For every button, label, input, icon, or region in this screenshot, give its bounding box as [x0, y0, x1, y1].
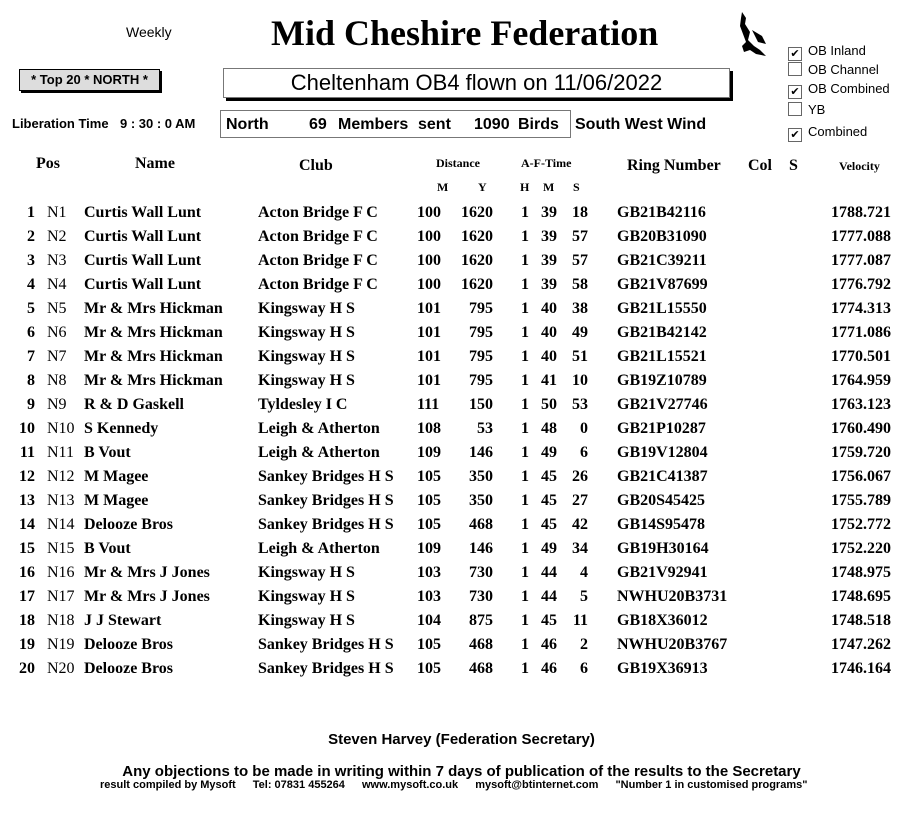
time-seconds: 27 — [572, 492, 588, 509]
col-hours: H — [520, 180, 530, 194]
time-seconds: 26 — [572, 468, 588, 485]
ring-number: NWHU20B3731 — [617, 588, 728, 605]
distance-miles: 105 — [417, 660, 441, 677]
time-minutes: 45 — [541, 468, 557, 485]
north-position: N19 — [47, 636, 75, 653]
north-position: N13 — [47, 492, 75, 509]
option-ob-combined[interactable] — [788, 81, 890, 99]
ring-number: NWHU20B3767 — [617, 636, 728, 653]
north-position: N1 — [47, 204, 67, 221]
distance-miles: 104 — [417, 612, 441, 629]
time-seconds: 18 — [572, 204, 588, 221]
velocity: 1763.123 — [831, 396, 891, 413]
time-hours: 1 — [521, 276, 529, 293]
club-name: Acton Bridge F C — [258, 276, 378, 293]
table-row — [0, 465, 923, 489]
option-ob-inland[interactable] — [788, 43, 866, 61]
position: 11 — [19, 444, 35, 461]
time-hours: 1 — [521, 204, 529, 221]
member-name: Mr & Mrs Hickman — [84, 372, 223, 389]
members-count: 69 — [309, 116, 327, 133]
distance-yards: 1620 — [461, 228, 493, 245]
time-hours: 1 — [521, 348, 529, 365]
time-hours: 1 — [521, 468, 529, 485]
time-hours: 1 — [521, 252, 529, 269]
table-row — [0, 369, 923, 393]
time-seconds: 4 — [580, 564, 588, 581]
table-row — [0, 201, 923, 225]
time-minutes: 41 — [541, 372, 557, 389]
club-name: Sankey Bridges H S — [258, 660, 394, 677]
member-name: Mr & Mrs Hickman — [84, 324, 223, 341]
time-hours: 1 — [521, 396, 529, 413]
distance-miles: 105 — [417, 492, 441, 509]
compiled-by — [100, 779, 821, 791]
table-row — [0, 393, 923, 417]
table-row — [0, 249, 923, 273]
option-label: YB — [808, 102, 826, 117]
wind-direction: South West Wind — [575, 116, 707, 133]
ring-number: GB20B31090 — [617, 228, 707, 245]
position: 5 — [27, 300, 35, 317]
velocity: 1764.959 — [831, 372, 891, 389]
velocity: 1760.490 — [831, 420, 891, 437]
club-name: Acton Bridge F C — [258, 252, 378, 269]
distance-miles: 105 — [417, 516, 441, 533]
velocity: 1771.086 — [831, 324, 891, 341]
table-row — [0, 513, 923, 537]
north-position: N14 — [47, 516, 75, 533]
time-hours: 1 — [521, 636, 529, 653]
member-name: R & D Gaskell — [84, 396, 184, 413]
club-name: Kingsway H S — [258, 324, 355, 341]
velocity: 1748.975 — [831, 564, 891, 581]
club-name: Sankey Bridges H S — [258, 492, 394, 509]
north-position: N20 — [47, 660, 75, 677]
option-combined[interactable] — [788, 124, 867, 142]
ring-number: GB21V87699 — [617, 276, 708, 293]
distance-yards: 795 — [469, 348, 493, 365]
club-name: Kingsway H S — [258, 372, 355, 389]
north-position: N15 — [47, 540, 75, 557]
distance-miles: 111 — [417, 396, 440, 413]
position: 13 — [19, 492, 35, 509]
distance-yards: 730 — [469, 564, 493, 581]
distance-yards: 468 — [469, 516, 493, 533]
north-position: N12 — [47, 468, 75, 485]
velocity: 1752.772 — [831, 516, 891, 533]
section-label: North — [226, 116, 269, 133]
distance-yards: 146 — [469, 444, 493, 461]
col-af-time: A-F-Time — [521, 156, 572, 170]
position: 1 — [27, 204, 35, 221]
time-seconds: 42 — [572, 516, 588, 533]
checkbox-icon[interactable] — [788, 62, 802, 76]
page-title: Mid Cheshire Federation — [271, 13, 659, 53]
time-hours: 1 — [521, 564, 529, 581]
member-name: Delooze Bros — [84, 660, 174, 677]
time-minutes: 46 — [541, 636, 557, 653]
velocity: 1759.720 — [831, 444, 891, 461]
velocity: 1777.088 — [831, 228, 891, 245]
velocity: 1747.262 — [831, 636, 891, 653]
time-hours: 1 — [521, 612, 529, 629]
ring-number: GB21C39211 — [617, 252, 707, 269]
velocity: 1788.721 — [831, 204, 891, 221]
table-row — [0, 297, 923, 321]
member-name: J J Stewart — [84, 612, 162, 629]
birds-count: 1090 — [474, 116, 510, 133]
ring-number: GB21C41387 — [617, 468, 708, 485]
club-name: Leigh & Atherton — [258, 540, 380, 557]
ring-number: GB19X36913 — [617, 660, 708, 677]
distance-yards: 1620 — [461, 252, 493, 269]
club-name: Sankey Bridges H S — [258, 636, 394, 653]
member-name: Mr & Mrs J Jones — [84, 588, 210, 605]
member-name: B Vout — [84, 540, 131, 557]
table-row — [0, 609, 923, 633]
time-minutes: 50 — [541, 396, 557, 413]
table-row — [0, 441, 923, 465]
club-name: Kingsway H S — [258, 300, 355, 317]
col-name: Name — [135, 155, 175, 172]
distance-yards: 795 — [469, 300, 493, 317]
option-ob-channel[interactable] — [788, 62, 879, 77]
ring-number: GB19Z10789 — [617, 372, 707, 389]
distance-miles: 103 — [417, 564, 441, 581]
slogan: "Number 1 in customised programs" — [615, 779, 808, 791]
member-name: Curtis Wall Lunt — [84, 204, 202, 221]
time-seconds: 5 — [580, 588, 588, 605]
distance-miles: 108 — [417, 420, 441, 437]
time-minutes: 45 — [541, 516, 557, 533]
time-hours: 1 — [521, 420, 529, 437]
velocity: 1770.501 — [831, 348, 891, 365]
liberation-time: 9 : 30 : 0 AM — [120, 116, 196, 131]
club-name: Acton Bridge F C — [258, 204, 378, 221]
position: 19 — [19, 636, 35, 653]
objections-notice: Any objections to be made in writing within 7 days of publication of the results to the Secretary — [122, 763, 801, 780]
time-minutes: 44 — [541, 564, 557, 581]
club-name: Kingsway H S — [258, 588, 355, 605]
time-hours: 1 — [521, 324, 529, 341]
distance-yards: 468 — [469, 636, 493, 653]
position: 17 — [19, 588, 35, 605]
position: 8 — [27, 372, 35, 389]
col-distance: Distance — [436, 156, 480, 170]
distance-miles: 100 — [417, 204, 441, 221]
time-minutes: 46 — [541, 660, 557, 677]
distance-miles: 101 — [417, 324, 441, 341]
north-position: N8 — [47, 372, 67, 389]
position: 6 — [27, 324, 35, 341]
velocity: 1748.695 — [831, 588, 891, 605]
distance-yards: 1620 — [461, 204, 493, 221]
velocity: 1756.067 — [831, 468, 891, 485]
ring-number: GB19V12804 — [617, 444, 708, 461]
velocity: 1777.087 — [831, 252, 891, 269]
distance-miles: 109 — [417, 540, 441, 557]
col-s: S — [789, 157, 798, 174]
time-hours: 1 — [521, 372, 529, 389]
col-seconds: S — [573, 180, 580, 194]
time-seconds: 34 — [572, 540, 588, 557]
distance-yards: 875 — [469, 612, 493, 629]
velocity: 1748.518 — [831, 612, 891, 629]
member-name: M Magee — [84, 492, 149, 509]
members-label: Members — [338, 116, 409, 133]
club-name: Sankey Bridges H S — [258, 516, 394, 533]
position: 9 — [27, 396, 35, 413]
ring-number: GB18X36012 — [617, 612, 708, 629]
table-row — [0, 273, 923, 297]
table-row — [0, 585, 923, 609]
time-minutes: 49 — [541, 540, 557, 557]
distance-miles: 105 — [417, 636, 441, 653]
distance-yards: 146 — [469, 540, 493, 557]
time-hours: 1 — [521, 516, 529, 533]
time-seconds: 0 — [580, 420, 588, 437]
distance-miles: 103 — [417, 588, 441, 605]
birds-label: Birds — [518, 116, 559, 133]
member-name: S Kennedy — [84, 420, 159, 437]
checkbox-icon[interactable]: ✔ — [788, 85, 802, 99]
club-name: Sankey Bridges H S — [258, 468, 394, 485]
time-hours: 1 — [521, 588, 529, 605]
time-minutes: 48 — [541, 420, 557, 437]
member-name: Curtis Wall Lunt — [84, 252, 202, 269]
time-minutes: 39 — [541, 252, 557, 269]
col-minutes: M — [543, 180, 555, 194]
club-name: Kingsway H S — [258, 612, 355, 629]
north-position: N6 — [47, 324, 67, 341]
velocity: 1755.789 — [831, 492, 891, 509]
time-minutes: 45 — [541, 492, 557, 509]
member-name: M Magee — [84, 468, 149, 485]
distance-miles: 109 — [417, 444, 441, 461]
option-label: OB Inland — [808, 43, 866, 58]
club-name: Kingsway H S — [258, 348, 355, 365]
distance-yards: 795 — [469, 324, 493, 341]
ring-number: GB21V92941 — [617, 564, 708, 581]
time-minutes: 45 — [541, 612, 557, 629]
option-label: OB Channel — [808, 62, 879, 77]
north-position: N7 — [47, 348, 67, 365]
table-row — [0, 345, 923, 369]
club-name: Leigh & Atherton — [258, 420, 380, 437]
position: 20 — [19, 660, 35, 677]
time-seconds: 2 — [580, 636, 588, 653]
member-name: Delooze Bros — [84, 516, 174, 533]
top-20-badge: * Top 20 * NORTH * — [19, 69, 160, 91]
north-position: N4 — [47, 276, 67, 293]
velocity: 1746.164 — [831, 660, 891, 677]
position: 2 — [27, 228, 35, 245]
position: 3 — [27, 252, 35, 269]
distance-yards: 1620 — [461, 276, 493, 293]
ring-number: GB21B42116 — [617, 204, 706, 221]
club-name: Kingsway H S — [258, 564, 355, 581]
time-seconds: 57 — [572, 252, 588, 269]
north-position: N3 — [47, 252, 67, 269]
distance-miles: 101 — [417, 372, 441, 389]
club-name: Leigh & Atherton — [258, 444, 380, 461]
member-name: Curtis Wall Lunt — [84, 228, 202, 245]
col-yards: Y — [478, 180, 487, 194]
time-minutes: 39 — [541, 228, 557, 245]
col-miles: M — [437, 180, 449, 194]
position: 18 — [19, 612, 35, 629]
ring-number: GB14S95478 — [617, 516, 706, 533]
ring-number: GB21L15521 — [617, 348, 707, 365]
time-minutes: 44 — [541, 588, 557, 605]
distance-yards: 53 — [477, 420, 493, 437]
time-seconds: 57 — [572, 228, 588, 245]
distance-yards: 350 — [469, 492, 493, 509]
member-name: B Vout — [84, 444, 131, 461]
north-position: N18 — [47, 612, 75, 629]
option-yb[interactable] — [788, 102, 825, 117]
liberation-label: Liberation Time — [12, 116, 109, 131]
time-minutes: 49 — [541, 444, 557, 461]
sent-label: sent — [418, 116, 451, 133]
time-seconds: 49 — [572, 324, 588, 341]
table-row — [0, 225, 923, 249]
time-seconds: 38 — [572, 300, 588, 317]
time-minutes: 40 — [541, 300, 557, 317]
col-velocity: Velocity — [839, 159, 880, 173]
col-colour: Col — [748, 157, 772, 174]
member-name: Mr & Mrs Hickman — [84, 348, 223, 365]
time-seconds: 58 — [572, 276, 588, 293]
time-hours: 1 — [521, 540, 529, 557]
time-minutes: 39 — [541, 276, 557, 293]
distance-yards: 350 — [469, 468, 493, 485]
position: 12 — [19, 468, 35, 485]
north-position: N2 — [47, 228, 67, 245]
velocity: 1752.220 — [831, 540, 891, 557]
email: mysoft@btinternet.com — [475, 779, 599, 791]
col-club: Club — [299, 157, 333, 174]
ring-number: GB21V27746 — [617, 396, 708, 413]
members-summary — [220, 110, 571, 138]
checkbox-icon[interactable]: ✔ — [788, 128, 802, 142]
checkbox-icon[interactable]: ✔ — [788, 47, 802, 61]
position: 15 — [19, 540, 35, 557]
time-seconds: 11 — [572, 612, 588, 629]
table-row — [0, 489, 923, 513]
position: 16 — [19, 564, 35, 581]
club-name: Acton Bridge F C — [258, 228, 378, 245]
col-pos: Pos — [36, 155, 60, 172]
member-name: Mr & Mrs Hickman — [84, 300, 223, 317]
north-position: N17 — [47, 588, 75, 605]
distance-yards: 730 — [469, 588, 493, 605]
north-position: N16 — [47, 564, 75, 581]
distance-yards: 795 — [469, 372, 493, 389]
time-minutes: 40 — [541, 348, 557, 365]
results-table — [0, 201, 923, 681]
position: 4 — [27, 276, 35, 293]
time-hours: 1 — [521, 444, 529, 461]
north-position: N10 — [47, 420, 75, 437]
option-label: OB Combined — [808, 81, 890, 96]
ring-number: GB21L15550 — [617, 300, 707, 317]
north-position: N9 — [47, 396, 67, 413]
position: 14 — [19, 516, 35, 533]
table-row — [0, 321, 923, 345]
member-name: Curtis Wall Lunt — [84, 276, 202, 293]
time-minutes: 40 — [541, 324, 557, 341]
north-position: N11 — [47, 444, 74, 461]
ring-number: GB21P10287 — [617, 420, 706, 437]
position: 7 — [27, 348, 35, 365]
time-hours: 1 — [521, 228, 529, 245]
velocity: 1776.792 — [831, 276, 891, 293]
race-title: Cheltenham OB4 flown on 11/06/2022 — [223, 68, 730, 98]
phone: Tel: 07831 455264 — [252, 779, 345, 791]
distance-miles: 100 — [417, 276, 441, 293]
time-hours: 1 — [521, 492, 529, 509]
pigeon-logo-icon — [736, 10, 770, 58]
distance-miles: 100 — [417, 252, 441, 269]
ring-number: GB19H30164 — [617, 540, 709, 557]
table-row — [0, 657, 923, 681]
time-seconds: 6 — [580, 444, 588, 461]
velocity: 1774.313 — [831, 300, 891, 317]
position: 10 — [19, 420, 35, 437]
time-hours: 1 — [521, 300, 529, 317]
member-name: Mr & Mrs J Jones — [84, 564, 210, 581]
distance-miles: 101 — [417, 348, 441, 365]
time-seconds: 53 — [572, 396, 588, 413]
option-label: Combined — [808, 124, 868, 139]
time-seconds: 51 — [572, 348, 588, 365]
distance-miles: 100 — [417, 228, 441, 245]
time-hours: 1 — [521, 660, 529, 677]
table-row — [0, 417, 923, 441]
table-row — [0, 561, 923, 585]
time-seconds: 10 — [572, 372, 588, 389]
distance-yards: 150 — [469, 396, 493, 413]
table-row — [0, 633, 923, 657]
ring-number: GB21B42142 — [617, 324, 707, 341]
time-seconds: 6 — [580, 660, 588, 677]
col-ring-number: Ring Number — [627, 157, 721, 174]
distance-miles: 105 — [417, 468, 441, 485]
website: www.mysoft.co.uk — [361, 779, 459, 791]
frequency-label: Weekly — [126, 24, 172, 40]
club-name: Tyldesley I C — [258, 396, 348, 413]
member-name: Delooze Bros — [84, 636, 174, 653]
north-position: N5 — [47, 300, 67, 317]
distance-miles: 101 — [417, 300, 441, 317]
checkbox-icon[interactable] — [788, 102, 802, 116]
distance-yards: 468 — [469, 660, 493, 677]
time-minutes: 39 — [541, 204, 557, 221]
secretary-name: Steven Harvey (Federation Secretary) — [328, 731, 595, 748]
table-row — [0, 537, 923, 561]
ring-number: GB20S45425 — [617, 492, 706, 509]
compiled-label: result compiled by Mysoft — [100, 779, 236, 791]
